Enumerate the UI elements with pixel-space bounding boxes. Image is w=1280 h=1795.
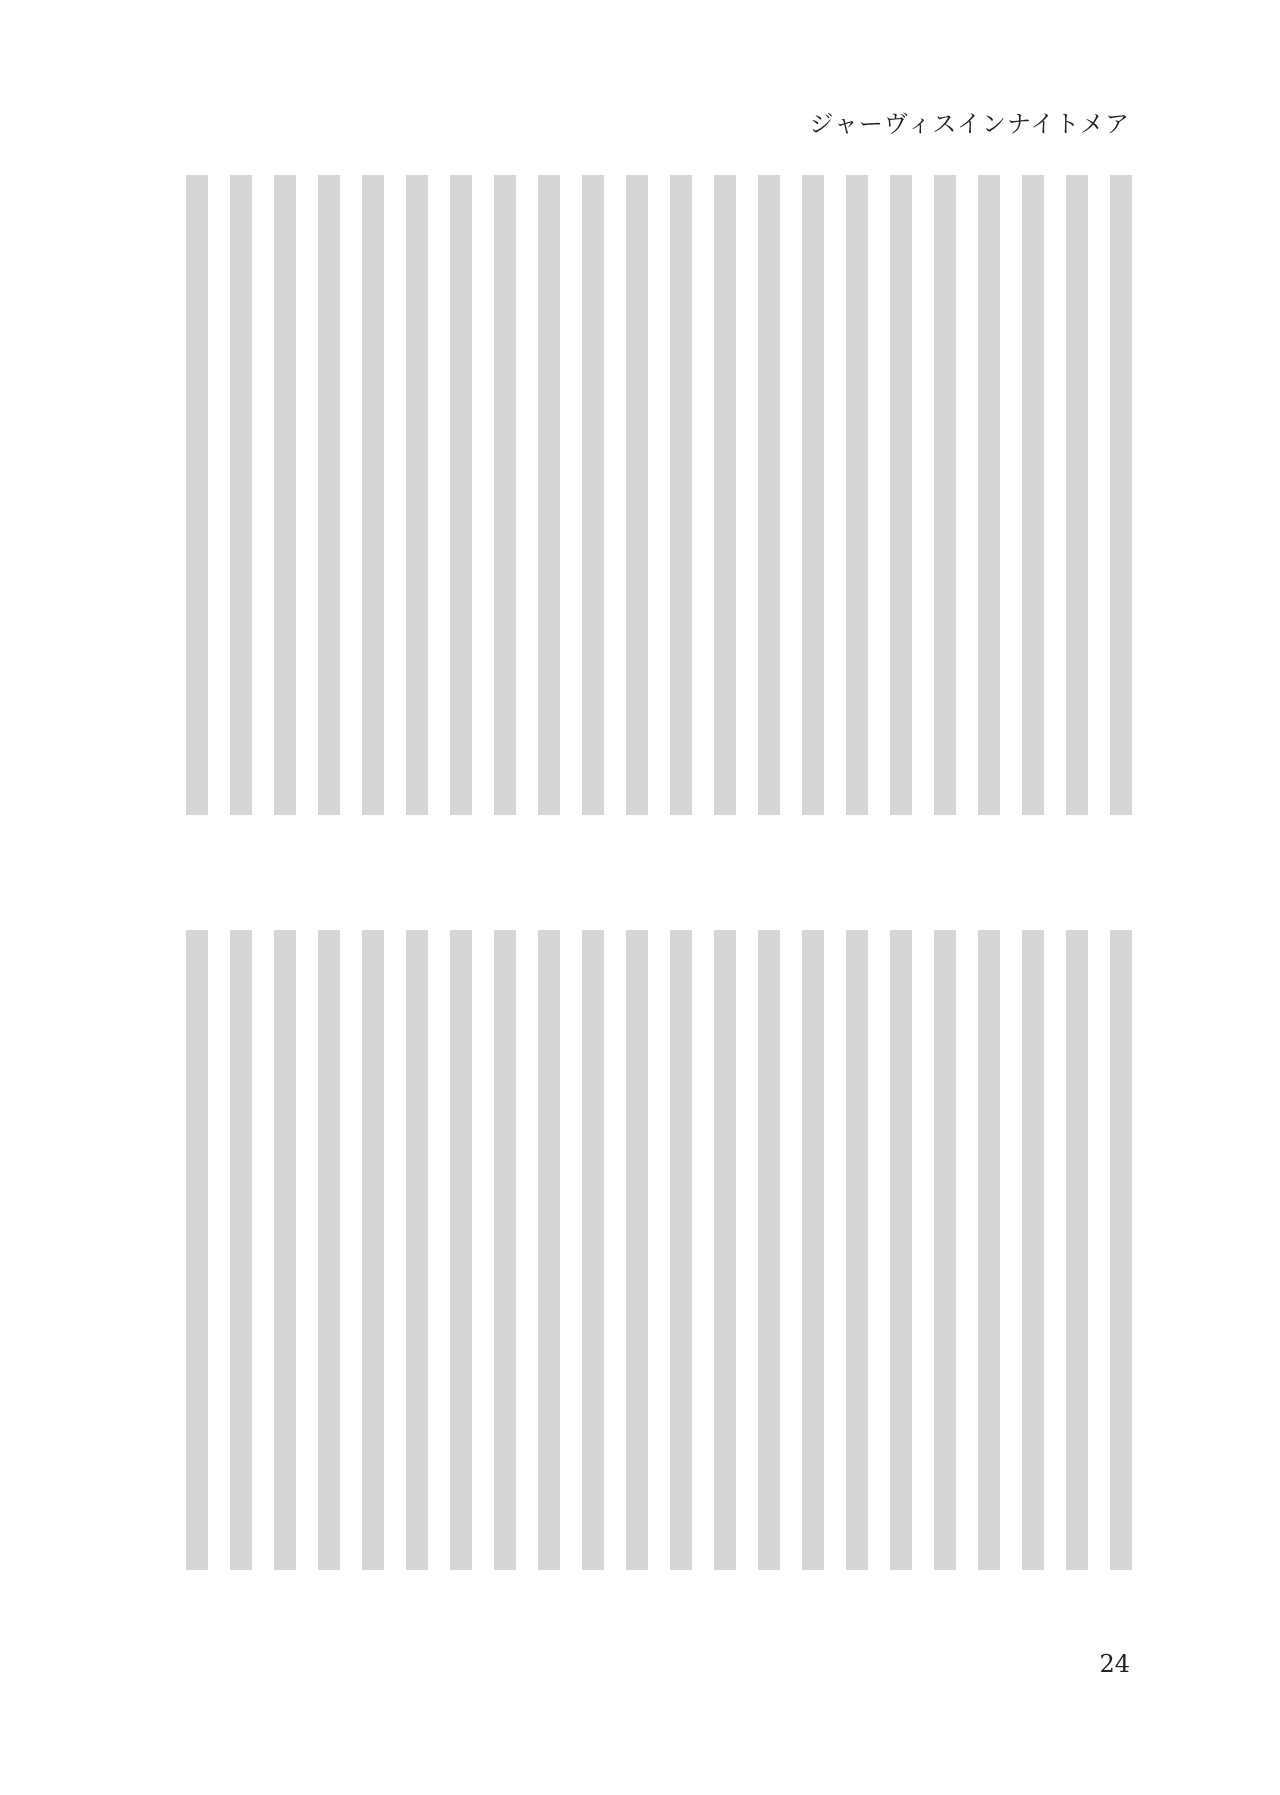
body-text-block-lower-redacted — [172, 930, 1132, 1570]
page-number: 24 — [1099, 1650, 1130, 1678]
running-header-title: ジャーヴィスインナイトメア — [809, 110, 1130, 138]
body-text-block-upper-redacted — [172, 175, 1132, 815]
